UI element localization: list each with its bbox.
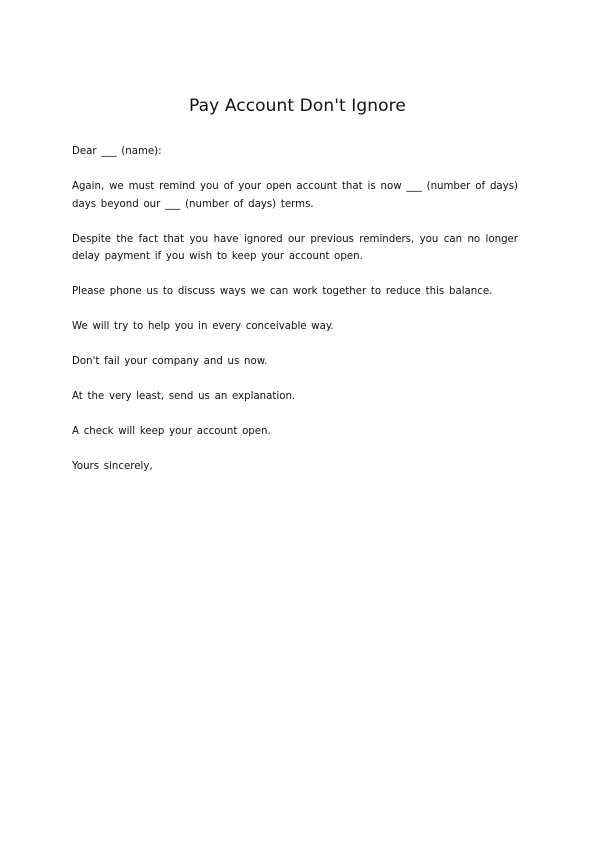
paragraph-help: We will try to help you in every conceivable way. <box>72 321 334 332</box>
letter-body <box>72 143 518 493</box>
salutation: Dear ___ (name): <box>72 146 162 157</box>
paragraph-reminder: Again, we must remind you of your open account that is now ___ (number of days) days beyond our ___ (number of days) terms. <box>72 181 518 210</box>
paragraph-ignored-reminders: Despite the fact that you have ignored our previous reminders, you can no longer delay payment if you wish to keep your account open. <box>72 233 518 262</box>
closing: Yours sincerely, <box>72 461 153 472</box>
paragraph-check: A check will keep your account open. <box>72 426 271 437</box>
paragraph-explanation: At the very least, send us an explanation. <box>72 391 296 402</box>
letter-title: Pay Account Don't Ignore <box>189 96 406 116</box>
paragraph-phone-us: Please phone us to discuss ways we can work together to reduce this balance. <box>72 286 493 297</box>
paragraph-dont-fail: Don't fail your company and us now. <box>72 356 268 367</box>
